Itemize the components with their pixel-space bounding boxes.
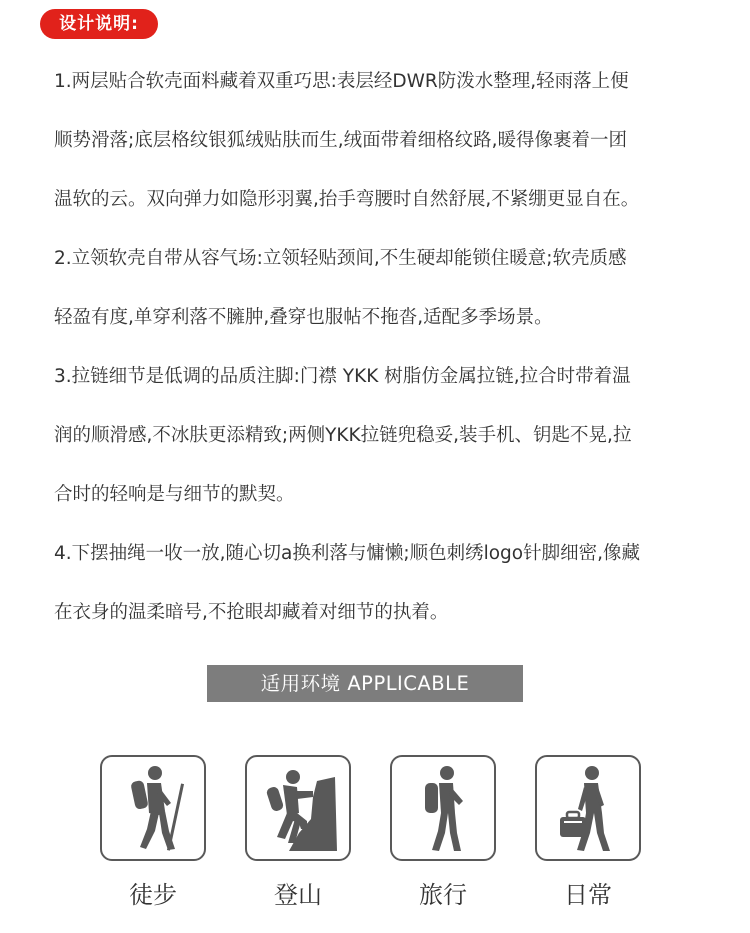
- scene-travel: [388, 755, 498, 910]
- design-notes-heading: 设计说明:: [40, 9, 158, 39]
- paragraph-line: 2.立领软壳自带从容气场:立领轻贴颈间,不生硬却能锁住暖意;软壳质感: [54, 248, 627, 269]
- scene-climbing: [243, 755, 353, 910]
- paragraph-line: 在衣身的温柔暗号,不抢眼却藏着对细节的执着。: [54, 602, 449, 623]
- scene-icon-frame: [100, 755, 206, 861]
- climbing-icon: [255, 763, 341, 853]
- scene-label: 旅行: [419, 881, 467, 909]
- daily-commute-icon: [548, 763, 628, 853]
- scene-daily: [533, 755, 643, 910]
- paragraph-line: 4.下摆抽绳一收一放,随心切a换利落与慵懒;顺色刺绣logo针脚细密,像藏: [54, 543, 641, 564]
- travel-icon: [403, 763, 483, 853]
- paragraph-line: 温软的云。双向弹力如隐形羽翼,抬手弯腰时自然舒展,不紧绷更显自在。: [54, 189, 640, 210]
- design-paragraph-3: [54, 347, 726, 524]
- paragraph-line: 润的顺滑感,不冰肤更添精致;两侧YKK拉链兜稳妥,装手机、钥匙不晃,拉: [54, 425, 632, 446]
- design-paragraph-4: [54, 524, 726, 642]
- scene-icon-frame: [390, 755, 496, 861]
- design-paragraph-1: [54, 52, 726, 229]
- paragraph-line: 3.拉链细节是低调的品质注脚:门襟 YKK 树脂仿金属拉链,拉合时带着温: [54, 366, 631, 387]
- scene-label: 日常: [564, 881, 612, 909]
- scene-label: 登山: [274, 881, 322, 909]
- paragraph-line: 顺势滑落;底层格纹银狐绒贴肤而生,绒面带着细格纹路,暖得像裹着一团: [54, 130, 627, 151]
- scene-icon-frame: [245, 755, 351, 861]
- applicable-environment-banner: 适用环境 APPLICABLE: [207, 665, 523, 702]
- hiking-icon: [113, 763, 193, 853]
- scene-label: 徒步: [129, 881, 177, 909]
- design-paragraph-2: [54, 229, 726, 347]
- paragraph-line: 合时的轻响是与细节的默契。: [54, 484, 295, 505]
- scene-icon-frame: [535, 755, 641, 861]
- scene-hiking: [98, 755, 208, 910]
- paragraph-line: 1.两层贴合软壳面料藏着双重巧思:表层经DWR防泼水整理,轻雨落上便: [54, 71, 629, 92]
- paragraph-line: 轻盈有度,单穿利落不臃肿,叠穿也服帖不拖沓,适配多季场景。: [54, 307, 553, 328]
